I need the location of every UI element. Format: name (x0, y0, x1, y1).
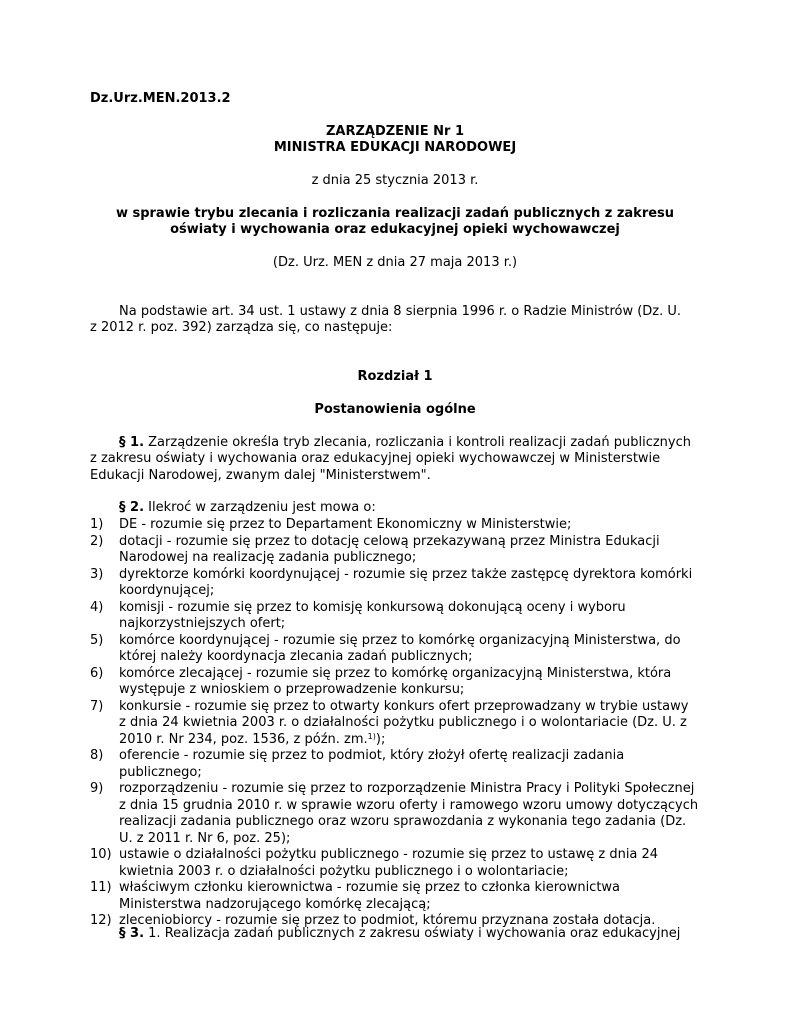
definition-text-line (119, 780, 694, 797)
publication-note: (Dz. Urz. MEN z dnia 27 maja 2013 r.) (272, 255, 518, 270)
definition-number: 7) (90, 698, 104, 714)
definition-number: 5) (90, 632, 104, 648)
paragraph-2-intro (119, 499, 376, 516)
definition-text: której należy koordynacja zlecania zadań publicznych; (119, 649, 473, 664)
definition-number: 3) (90, 566, 104, 582)
definition-text: rozporządzeniu - rozumie się przez to rozporządzenie Ministra Pracy i Polityki Społecznej (119, 781, 695, 796)
document-reference: Dz.Urz.MEN.2013.2 (90, 91, 231, 106)
definition-text-line (119, 879, 620, 896)
definition-text: najkorzystniejszych ofert; (119, 616, 286, 631)
definition-text-line (119, 582, 214, 599)
definition-number: 11) (90, 880, 112, 895)
preamble-text-1: Na podstawie art. 34 ust. 1 ustawy z dnia 8 sierpnia 1996 r. o Radzie Ministrów (Dz. U. (119, 304, 682, 319)
definition-text: koordynującej; (119, 583, 215, 598)
paragraph-1-mark: § 1. (119, 435, 145, 450)
definition-text: publicznego; (119, 764, 202, 780)
definition-text: komórce zlecającej - rozumie się przez to komórkę organizacyjną Ministerstwa, która (119, 665, 672, 681)
definition-number: 12) (90, 913, 112, 928)
definition-text: Narodowej na realizację zadania publicznego; (119, 550, 417, 565)
decree-title: ZARZĄDZENIE Nr 1 (325, 124, 465, 139)
paragraph-1-line-3: Edukacji Narodowej, zwanym dalej "Ministerstwem". (90, 468, 431, 483)
preamble-line-1 (90, 303, 700, 320)
definition-text: komisji - rozumie się przez to komisję konkursową dokonującą oceny i wyboru (119, 599, 626, 615)
paragraph-2-intro-text: Ilekroć w zarządzeniu jest mowa o: (148, 500, 376, 515)
definition-text: występuje z wnioskiem o przeprowadzenie konkursu; (119, 682, 465, 697)
preamble-line-2: z 2012 r. poz. 392) zarządza się, co następuje: (90, 320, 393, 335)
definition-text-line (119, 830, 290, 847)
definition-number: 6) (90, 665, 104, 681)
definition-text-line (119, 632, 681, 649)
definition-number: 9) (90, 781, 104, 796)
decree-subject-line-1: w sprawie trybu zlecania i rozliczania realizacji zadań publicznych z zakresu (115, 206, 675, 221)
paragraph-1-line-1 (119, 434, 700, 451)
definition-number: 10) (90, 847, 112, 862)
definition-text-line (119, 516, 571, 533)
definition-text-line (119, 896, 431, 913)
paragraph-1-text-1: Zarządzenie określa tryb zlecania, rozliczania i kontroli realizacji zadań publicznych (148, 435, 691, 450)
paragraph-3-line-1 (119, 925, 680, 942)
definition-text-line (119, 665, 671, 682)
definition-text-line (119, 599, 626, 616)
definition-number: 1) (90, 517, 104, 532)
definition-text: Ministerstwa nadzorującego komórkę zlecającą; (119, 896, 431, 912)
decree-issuer: MINISTRA EDUKACJI NARODOWEJ (273, 140, 517, 155)
definition-text: konkursie - rozumie się przez to otwarty konkurs ofert przeprowadzany w trybie ustawy (119, 698, 689, 714)
decree-subject-line-2: oświaty i wychowania oraz edukacyjnej opieki wychowawczej (170, 222, 620, 237)
definition-text-line (119, 731, 385, 748)
footnote-reference: 1) (367, 731, 376, 741)
definition-text-line (119, 566, 692, 583)
definition-text-line (119, 615, 285, 632)
definition-number: 8) (90, 748, 104, 763)
definition-text-line (119, 813, 686, 830)
definition-text: dotacji - rozumie się przez to dotację celową przekazywaną przez Ministra Edukacji (119, 533, 660, 549)
definition-number: 4) (90, 599, 104, 615)
definition-text: DE - rozumie się przez to Departament Ekonomiczny w Ministerstwie; (119, 517, 572, 532)
definition-text: z dnia 15 grudnia 2010 r. w sprawie wzoru oferty i ramowego wzoru umowy dotyczących (119, 797, 699, 813)
definition-text: realizacji zadania publicznego oraz wzoru sprawozdania z wykonania tego zadania (Dz. (119, 814, 687, 829)
definition-text-line (119, 681, 464, 698)
chapter-title: Postanowienia ogólne (314, 402, 476, 417)
definition-text-line (119, 549, 416, 566)
definition-text-line (119, 698, 688, 715)
definition-text: komórce koordynującej - rozumie się przez to komórkę organizacyjną Ministerstwa, do (119, 632, 681, 648)
definition-text-line (119, 747, 624, 764)
chapter-number: Rozdział 1 (357, 369, 433, 384)
definition-text: zleceniobiorcy - rozumie się przez to podmiot, któremu przyznana została dotacja. (119, 913, 656, 928)
definition-text: kwietnia 2003 r. o działalności pożytku publicznego i o wolontariacie; (119, 863, 569, 879)
definition-text-line (119, 797, 698, 814)
definition-text-line (119, 764, 202, 781)
paragraph-1-line-2: z zakresu oświaty i wychowania oraz edukacyjnej opieki wychowawczej w Ministerstwie (90, 451, 661, 466)
definition-text: właściwym członku kierownictwa - rozumie się przez to członka kierownictwa (119, 880, 621, 895)
definition-text: ustawie o działalności pożytku publicznego - rozumie się przez to ustawę z dnia 24 (119, 847, 659, 862)
definition-text-line (119, 846, 658, 863)
definition-text-line (119, 863, 569, 880)
definition-text-line (119, 714, 687, 731)
paragraph-2-mark: § 2. (119, 500, 145, 515)
definition-number: 2) (90, 533, 104, 549)
paragraph-3-text-1: 1. Realizacja zadań publicznych z zakresu oświaty i wychowania oraz edukacyjnej (148, 926, 681, 941)
definition-text: U. z 2011 r. Nr 6, poz. 25); (119, 830, 291, 846)
definition-text: z dnia 24 kwietnia 2003 r. o działalności pożytku publicznego i o wolontariacie (Dz. U. z (119, 715, 687, 730)
definition-text: oferencie - rozumie się przez to podmiot, który złożył ofertę realizacji zadania (119, 748, 625, 763)
definition-text: 2010 r. Nr 234, poz. 1536, z późn. zm. (119, 731, 368, 747)
decree-date: z dnia 25 stycznia 2013 r. (311, 173, 479, 188)
definition-text: dyrektorze komórki koordynującej - rozumie się przez także zastępcę dyrektora komórki (119, 566, 693, 582)
definition-text-line (119, 533, 660, 550)
definition-text-line (119, 648, 472, 665)
definition-text-end: ); (375, 731, 386, 747)
paragraph-3-mark: § 3. (119, 926, 145, 941)
